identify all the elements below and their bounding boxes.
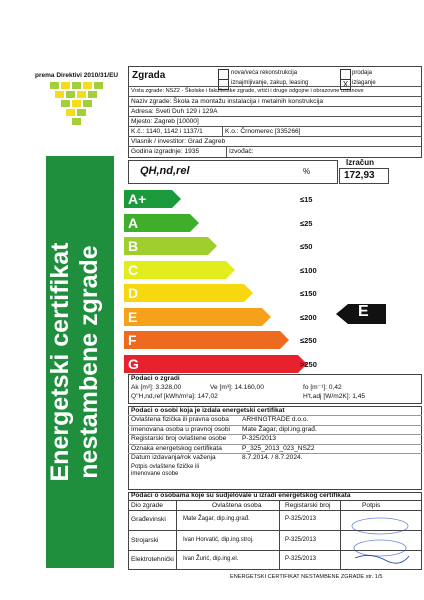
option-label: prodaja [352,70,373,76]
kc: K.č.: 1140, 1142 i 1137/1 [131,128,203,135]
energy-class-limit: ≤15 [300,195,313,204]
result-class-letter: E [358,303,369,320]
izvodac: Izvođač: [229,148,254,155]
col-ovlastena-osoba: Ovlaštena osoba [212,502,262,509]
side-title-line1: Energetski certifikat [46,242,74,482]
ht-adj: H't,adj [W/m2K]: 1,45 [303,393,366,400]
vlasnik: Vlasnik / investitor: Grad Zagreb [131,138,226,145]
mjesto: Mjesto: Zagreb [10000] [131,118,199,125]
qh-ref: Q''H,nd,ref [kWh/m²a]: 147,02 [131,393,218,400]
energy-class-arrow [124,261,236,279]
participant-person: Ivan Horvatić, dip.ing.stroj. [183,537,254,543]
participant-person: Ivan Žurić, dip.ing.el. [183,556,239,562]
participant-reg-number: P-325/2013 [285,516,317,522]
issuer-row-value: P-325/2013 [242,435,277,442]
check-mark: X [342,80,349,89]
naziv-zgrade: Naziv zgrade: Škola za montažu instalacija i metalnih konstrukcija [131,98,324,105]
rating-label: QH,nd,rel [140,165,190,177]
eu-energy-logo [50,82,110,130]
participant-reg-number: P-325/2013 [285,537,317,543]
participants-title: Podaci o osobama koje su sudjelovale u izradi energetskog certifikata [131,492,351,499]
energy-class-letter: B [128,238,139,254]
energy-class-arrow [124,284,254,302]
energy-class-letter: A+ [128,191,147,207]
vrsta-zgrade: Vrsta zgrade: NSZ2 - Školske i fakultetske zgrade, vrtići i druge odgojne i obrazovne ustanove [131,88,364,94]
energy-class-limit: ≤150 [300,289,317,298]
ve: Ve [m³]: 14.160,00 [210,384,264,391]
ko: K.o.: Črnomerec [335266] [225,128,301,135]
issuer-row-label: Registarski broj ovlaštene osobe [131,435,227,442]
participant-part: Građevinski [131,516,166,523]
rating-unit: % [303,167,311,176]
participant-person: Mate Žagar, dip.ing.građ. [183,516,250,522]
energy-class-letter: G [128,355,139,372]
issuer-title: Podaci o osobi koja je izdala energetski certifikat [131,407,285,414]
potpis-label: Potpis ovlaštene fizičke ili imenovane osobe [131,464,200,477]
stamp-marks [345,512,415,568]
energy-class-limit: ≤200 [300,312,317,322]
fo: fo [m⁻¹]: 0,42 [303,384,342,391]
side-title-line2: nestambene zgrade [75,245,103,479]
energy-class-limit: ≤25 [300,218,313,228]
energy-class-letter: E [128,308,138,325]
issuer-row-value: P_325_2013_023_NSZ2 [242,444,315,452]
izracun-label: Izračun [346,158,375,167]
adresa: Adresa: Sveti Duh 129 i 129A [131,108,218,115]
directive-label: prema Direktivi 2010/31/EU [35,72,119,79]
col-dio-zgrade: Dio zgrade [131,502,163,509]
issuer-row-label: Oznaka energetskog certifikata [131,444,222,452]
side-title-band [46,156,114,568]
option-label: iznajmljivanje, zakup, leasing [231,80,309,86]
podaci-zgradi-title: Podaci o zgradi [131,375,180,382]
col-potpis: Potpis [362,502,381,509]
ak: Ak [m²]: 3.328,00 [131,384,182,391]
energy-class-limit: ≤50 [300,242,313,251]
energy-class-arrow [124,308,272,326]
energy-class-limit: ≤100 [300,265,317,275]
issuer-row-value: Mate Žagar, dipl.ing.građ. [242,425,317,433]
godina: Godina izgradnje: 1935 [131,148,200,155]
option-label: izlaganje [352,80,376,86]
building-title: Zgrada [132,70,166,81]
participant-part: Strojarski [131,537,159,544]
issuer-row-value: 8.7.2014. / 8.7.2024. [242,454,303,461]
energy-class-letter: F [128,332,137,348]
issuer-row-label: Ovlaštena fizička ili pravna osoba [131,416,229,423]
participant-part: Elektrotehnički [131,556,174,563]
energy-class-letter: C [128,261,139,278]
energy-class-limit: ≤250 [300,336,317,345]
energy-class-letter: A [128,214,139,231]
issuer-row-label: Datum izdavanja/rok važenja [131,454,216,461]
footer: ENERGETSKI CERTIFIKAT NESTAMBENE ZGRADE str. 1/5 [230,574,383,580]
option-label: nova/veća rekonstrukcija [231,70,298,76]
energy-class-letter: D [128,285,139,301]
participant-reg-number: P-325/2013 [285,556,317,562]
izracun-value: 172,93 [344,170,375,181]
col-registarski-broj: Registarski broj [285,502,331,509]
energy-class-arrow [124,331,290,349]
issuer-row-label: Imenovana osoba u pravnoj osobi [131,425,230,433]
issuer-row-value: ARHINGTRADE d.o.o. [242,416,309,423]
energy-class-limit: >250 [300,359,317,369]
energy-class-arrow [124,355,308,373]
